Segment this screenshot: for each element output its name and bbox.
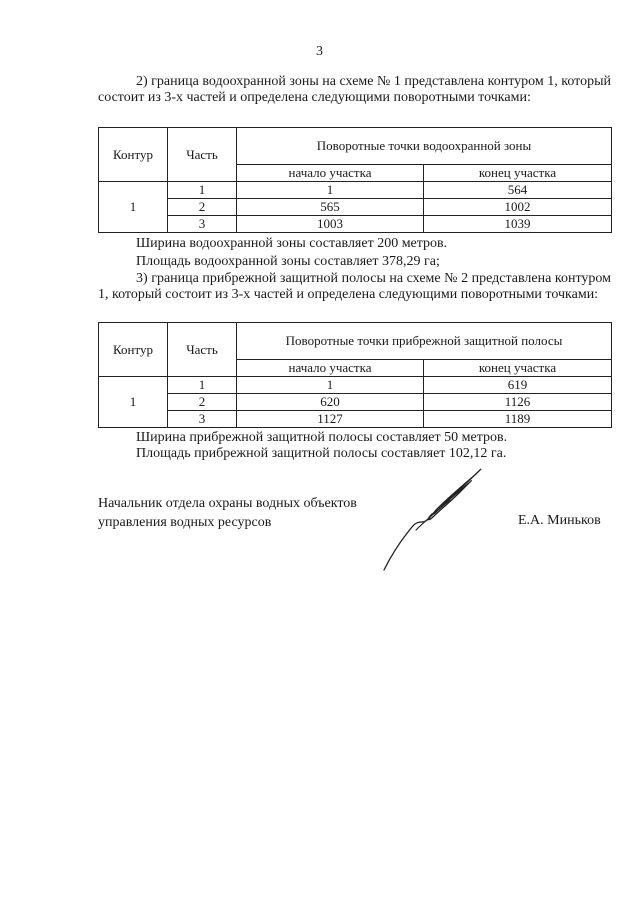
table-row <box>99 199 612 216</box>
part-cell: 2 <box>168 199 237 216</box>
section3-area: Площадь прибрежной защитной полосы составляет 102,12 га. <box>136 446 507 461</box>
handwritten-signature <box>378 462 488 574</box>
contour-cell: 1 <box>99 182 168 233</box>
section3-paragraph: 3) граница прибрежной защитной полосы на схеме № 2 представлена контуром 1, который состоит из 3-х частей и определена следующими поворотными точками: <box>98 271 611 302</box>
position-line-1: Начальник отдела охраны водных объектов <box>98 496 357 511</box>
end-cell: 1039 <box>424 216 612 233</box>
header-part: Часть <box>168 323 237 377</box>
water-protection-zone-table <box>98 127 612 233</box>
section2-paragraph: 2) граница водоохранной зоны на схеме № 1 представлена контуром 1, который состоит из 3-х частей и определена следующими поворотными точками: <box>98 74 611 105</box>
coastal-protection-strip-table <box>98 322 612 428</box>
end-cell: 564 <box>424 182 612 199</box>
part-cell: 3 <box>168 411 237 428</box>
table-row <box>99 394 612 411</box>
table-row <box>99 377 612 394</box>
start-cell: 1 <box>237 377 424 394</box>
header-start: начало участка <box>237 360 424 377</box>
header-contour: Контур <box>99 128 168 182</box>
start-cell: 1 <box>237 182 424 199</box>
section2-area: Площадь водоохранной зоны составляет 378,29 га; <box>136 254 440 269</box>
header-end: конец участка <box>424 360 612 377</box>
position-line-2: управления водных ресурсов <box>98 515 272 530</box>
part-cell: 2 <box>168 394 237 411</box>
header-points: Поворотные точки прибрежной защитной полосы <box>237 323 612 360</box>
section2-width: Ширина водоохранной зоны составляет 200 метров. <box>136 236 448 251</box>
part-cell: 1 <box>168 377 237 394</box>
header-start: начало участка <box>237 165 424 182</box>
table-row <box>99 216 612 233</box>
part-cell: 1 <box>168 182 237 199</box>
header-contour: Контур <box>99 323 168 377</box>
page-number: 3 <box>316 44 323 59</box>
start-cell: 1127 <box>237 411 424 428</box>
start-cell: 1003 <box>237 216 424 233</box>
start-cell: 565 <box>237 199 424 216</box>
header-part: Часть <box>168 128 237 182</box>
header-end: конец участка <box>424 165 612 182</box>
end-cell: 1189 <box>424 411 612 428</box>
end-cell: 1002 <box>424 199 612 216</box>
part-cell: 3 <box>168 216 237 233</box>
table-row <box>99 411 612 428</box>
end-cell: 619 <box>424 377 612 394</box>
contour-cell: 1 <box>99 377 168 428</box>
end-cell: 1126 <box>424 394 612 411</box>
table-row <box>99 182 612 199</box>
signatory-name: Е.А. Миньков <box>518 513 601 528</box>
header-points: Поворотные точки водоохранной зоны <box>237 128 612 165</box>
section3-width: Ширина прибрежной защитной полосы составляет 50 метров. <box>136 430 508 445</box>
signatory-position <box>98 494 357 532</box>
start-cell: 620 <box>237 394 424 411</box>
